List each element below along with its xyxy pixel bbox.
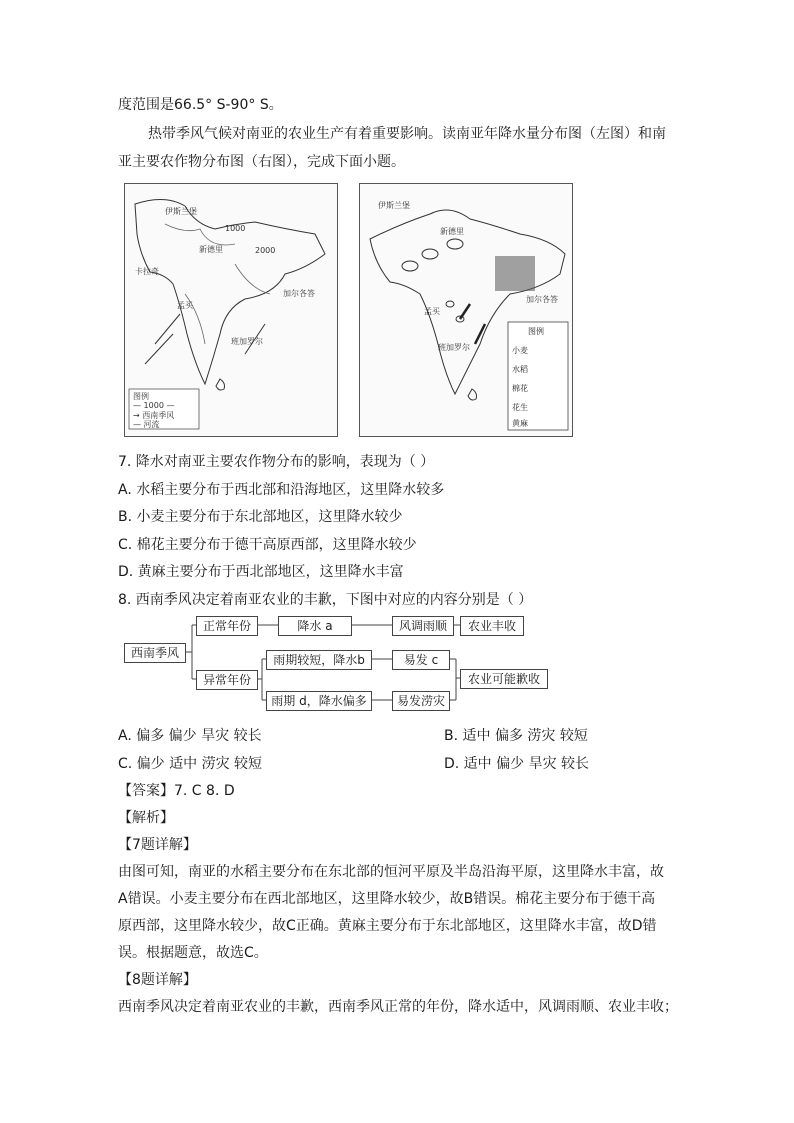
q7-detail-heading: 【7题详解】 (118, 837, 197, 853)
map-right-legend-wheat: 小麦 (512, 346, 528, 355)
map-left-legend-title: 图例 (133, 392, 149, 401)
flow-prone-c: 易发 c (392, 650, 450, 670)
map-left-legend-isoline: — 1000 — (133, 401, 175, 410)
map-left-legend-monsoon: → 西南季风 (133, 411, 175, 420)
map-right-label-kolkata: 加尔各答 (526, 295, 558, 304)
precipitation-map (124, 183, 338, 437)
q8-detail-heading: 【8题详解】 (118, 972, 197, 988)
q7-option-d: D. 黄麻主要分布于西北部地区，这里降水丰富 (118, 564, 404, 580)
map-left-label-mumbai: 孟买 (177, 301, 193, 310)
intro-line-1: 热带季风气候对南亚的农业生产有着重要影响。读南亚年降水量分布图（左图）和南 (148, 126, 666, 142)
flow-good-weather: 风调雨顺 (392, 616, 454, 636)
flow-abnormal-year: 异常年份 (196, 670, 258, 690)
flow-bad-harvest: 农业可能歉收 (460, 669, 548, 689)
q7-detail-line-4: 误。根据题意，故选C。 (118, 945, 268, 961)
map-right-legend-rice: 水稻 (512, 365, 528, 374)
map-right-legend-jute: 黄麻 (512, 419, 528, 428)
map-left-label-kolkata: 加尔各答 (283, 289, 315, 298)
q7-option-c: C. 棉花主要分布于德干高原西部，这里降水较少 (118, 537, 417, 553)
q8-detail-line-1: 西南季风决定着南亚农业的丰歉，西南季风正常的年份，降水适中，风调雨顺、农业丰收； (118, 999, 678, 1015)
q8-option-a: A. 偏多 偏少 旱灾 较长 (118, 728, 262, 744)
flow-short-rain: 雨期较短，降水b (266, 650, 372, 670)
analysis-heading: 【解析】 (118, 810, 174, 826)
crop-map-drawing (360, 184, 572, 436)
map-left-label-islamabad: 伊斯兰堡 (165, 207, 197, 216)
flow-flood: 易发涝灾 (392, 691, 450, 711)
flow-root: 西南季风 (124, 643, 186, 663)
map-right-label-mumbai: 孟买 (424, 307, 440, 316)
map-left-label-karachi: 卡拉奇 (135, 267, 159, 276)
q7-detail-line-2: A错误。小麦主要分布在西北部地区，这里降水较少，故B错误。棉花主要分布于德干高 (118, 891, 656, 907)
map-right-label-bangalore: 班加罗尔 (438, 343, 470, 352)
flow-long-rain: 雨期 d，降水偏多 (266, 691, 372, 711)
q7-option-b: B. 小麦主要分布于东北部地区，这里降水较少 (118, 509, 403, 525)
q7-detail-line-3: 原西部，这里降水较少，故C正确。黄麻主要分布于东北部地区，这里降水丰富，故D错 (118, 918, 657, 934)
q7-option-a: A. 水稻主要分布于西北部和沿海地区，这里降水较多 (118, 482, 445, 498)
intro-line-2: 亚主要农作物分布图（右图），完成下面小题。 (118, 154, 405, 170)
flow-harvest: 农业丰收 (460, 616, 524, 636)
answer-line: 【答案】7. C 8. D (118, 783, 235, 799)
map-left-legend-river: — 河流 (133, 420, 160, 429)
q8-option-b: B. 适中 偏多 涝灾 较短 (444, 728, 588, 744)
q7-detail-line-1: 由图可知，南亚的水稻主要分布在东北部的恒河平原及半岛沿海平原，这里降水丰富，故 (118, 864, 664, 880)
flow-rain-a: 降水 a (278, 616, 352, 636)
q7-stem: 7. 降水对南亚主要农作物分布的影响，表现为（ ） (118, 454, 435, 470)
map-right-label-newdelhi: 新德里 (440, 227, 464, 236)
q8-option-d: D. 适中 偏少 旱灾 较长 (444, 756, 590, 772)
intro-line-0: 度范围是66.5° S-90° S。 (118, 97, 283, 113)
map-right-legend-peanut: 花生 (512, 403, 528, 412)
precipitation-map-drawing (125, 184, 337, 436)
flow-normal-year: 正常年份 (196, 616, 258, 636)
map-left-isoline-1000: 1000 (225, 224, 246, 233)
map-left-isoline-2000: 2000 (255, 246, 276, 255)
map-right-label-islamabad: 伊斯兰堡 (378, 201, 410, 210)
map-right-legend-cotton: 棉花 (512, 384, 528, 393)
map-right-legend-title: 图例 (528, 327, 544, 336)
q8-option-c: C. 偏少 适中 涝灾 较短 (118, 756, 263, 772)
crop-map (359, 183, 573, 437)
map-left-label-bangalore: 班加罗尔 (231, 337, 263, 346)
map-left-label-newdelhi: 新德里 (199, 245, 223, 254)
q8-stem: 8. 西南季风决定着南亚农业的丰歉，下图中对应的内容分别是（ ） (118, 592, 533, 608)
